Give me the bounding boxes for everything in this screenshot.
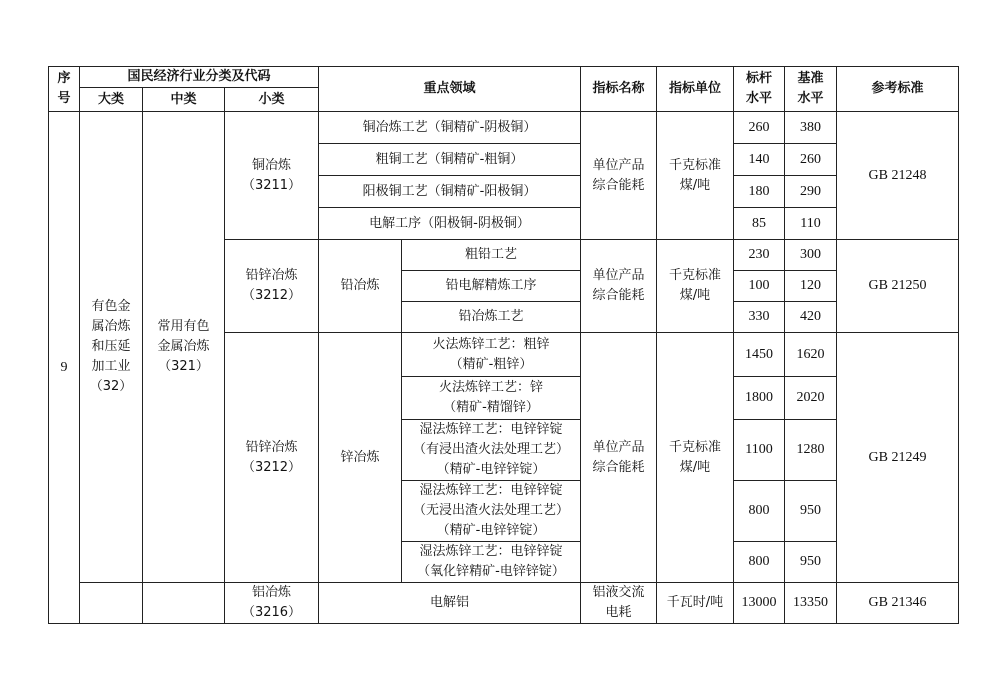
major-category-cell: 有色金 属冶炼 和压延 加工业 （32） bbox=[80, 112, 143, 583]
copper-area: 阳极铜工艺（铜精矿-阳极铜） bbox=[319, 176, 581, 208]
zinc-area: 湿法炼锌工艺：电锌锌锭 （氧化锌精矿-电锌锌锭） bbox=[402, 542, 581, 583]
lead-benchmark: 330 bbox=[734, 302, 785, 333]
header-indicator-name: 指标名称 bbox=[581, 67, 657, 112]
lead-smelting-category: 铅冶炼 bbox=[319, 240, 402, 333]
aluminum-minor-category: 铝冶炼 （3216） bbox=[225, 583, 319, 624]
zinc-baseline: 950 bbox=[785, 542, 837, 583]
zinc-baseline: 1280 bbox=[785, 420, 837, 481]
header-benchmark-level: 标杆 水平 bbox=[734, 67, 785, 112]
copper-benchmark: 180 bbox=[734, 176, 785, 208]
zinc-smelting-category: 锌冶炼 bbox=[319, 333, 402, 583]
zinc-area: 火法炼锌工艺：粗锌 （精矿-粗锌） bbox=[402, 333, 581, 377]
aluminum-indicator-unit: 千瓦时/吨 bbox=[657, 583, 734, 624]
lead-minor-category: 铅锌冶炼 （3212） bbox=[225, 240, 319, 333]
major-category-cont bbox=[80, 583, 143, 624]
copper-area: 粗铜工艺（铜精矿-粗铜） bbox=[319, 144, 581, 176]
copper-reference-standard: GB 21248 bbox=[837, 112, 959, 240]
zinc-baseline: 1620 bbox=[785, 333, 837, 377]
lead-baseline: 420 bbox=[785, 302, 837, 333]
lead-area: 铅冶炼工艺 bbox=[402, 302, 581, 333]
lead-indicator-name: 单位产品 综合能耗 bbox=[581, 240, 657, 333]
aluminum-benchmark: 13000 bbox=[734, 583, 785, 624]
copper-baseline: 380 bbox=[785, 112, 837, 144]
lead-benchmark: 100 bbox=[734, 271, 785, 302]
header-reference-standard: 参考标准 bbox=[837, 67, 959, 112]
zinc-benchmark: 800 bbox=[734, 542, 785, 583]
lead-indicator-unit: 千克标准 煤/吨 bbox=[657, 240, 734, 333]
header-medium-category: 中类 bbox=[143, 88, 225, 112]
header-focus-area: 重点领域 bbox=[319, 67, 581, 112]
lead-area: 粗铅工艺 bbox=[402, 240, 581, 271]
zinc-baseline: 2020 bbox=[785, 377, 837, 420]
header-minor-category: 小类 bbox=[225, 88, 319, 112]
copper-minor-category: 铜冶炼 （3211） bbox=[225, 112, 319, 240]
zinc-area: 湿法炼锌工艺：电锌锌锭 （有浸出渣火法处理工艺） （精矿-电锌锌锭） bbox=[402, 420, 581, 481]
copper-indicator-name: 单位产品 综合能耗 bbox=[581, 112, 657, 240]
lead-benchmark: 230 bbox=[734, 240, 785, 271]
copper-area: 电解工序（阳极铜-阴极铜） bbox=[319, 208, 581, 240]
zinc-benchmark: 800 bbox=[734, 481, 785, 542]
zinc-benchmark: 1800 bbox=[734, 377, 785, 420]
zinc-area: 湿法炼锌工艺：电锌锌锭 （无浸出渣火法处理工艺） （精矿-电锌锌锭） bbox=[402, 481, 581, 542]
copper-baseline: 290 bbox=[785, 176, 837, 208]
aluminum-baseline: 13350 bbox=[785, 583, 837, 624]
zinc-minor-category: 铅锌冶炼 （3212） bbox=[225, 333, 319, 583]
lead-baseline: 120 bbox=[785, 271, 837, 302]
zinc-indicator-unit: 千克标准 煤/吨 bbox=[657, 333, 734, 583]
copper-indicator-unit: 千克标准 煤/吨 bbox=[657, 112, 734, 240]
header-baseline-level: 基准 水平 bbox=[785, 67, 837, 112]
header-industry-classification: 国民经济行业分类及代码 bbox=[80, 67, 319, 88]
aluminum-area: 电解铝 bbox=[319, 583, 581, 624]
zinc-area: 火法炼锌工艺：锌 （精矿-精馏锌） bbox=[402, 377, 581, 420]
zinc-indicator-name: 单位产品 综合能耗 bbox=[581, 333, 657, 583]
lead-area: 铅电解精炼工序 bbox=[402, 271, 581, 302]
aluminum-reference-standard: GB 21346 bbox=[837, 583, 959, 624]
zinc-benchmark: 1100 bbox=[734, 420, 785, 481]
medium-category-cont bbox=[143, 583, 225, 624]
medium-category-cell: 常用有色 金属冶炼 （321） bbox=[143, 112, 225, 583]
copper-area: 铜冶炼工艺（铜精矿-阴极铜） bbox=[319, 112, 581, 144]
copper-baseline: 110 bbox=[785, 208, 837, 240]
copper-benchmark: 85 bbox=[734, 208, 785, 240]
zinc-benchmark: 1450 bbox=[734, 333, 785, 377]
lead-reference-standard: GB 21250 bbox=[837, 240, 959, 333]
copper-benchmark: 260 bbox=[734, 112, 785, 144]
aluminum-indicator-name: 铝液交流 电耗 bbox=[581, 583, 657, 624]
header-indicator-unit: 指标单位 bbox=[657, 67, 734, 112]
energy-benchmark-table bbox=[48, 66, 959, 624]
zinc-baseline: 950 bbox=[785, 481, 837, 542]
lead-baseline: 300 bbox=[785, 240, 837, 271]
header-seq: 序 号 bbox=[49, 67, 80, 112]
copper-baseline: 260 bbox=[785, 144, 837, 176]
header-major-category: 大类 bbox=[80, 88, 143, 112]
row-seq: 9 bbox=[49, 112, 80, 624]
copper-benchmark: 140 bbox=[734, 144, 785, 176]
zinc-reference-standard: GB 21249 bbox=[837, 333, 959, 583]
